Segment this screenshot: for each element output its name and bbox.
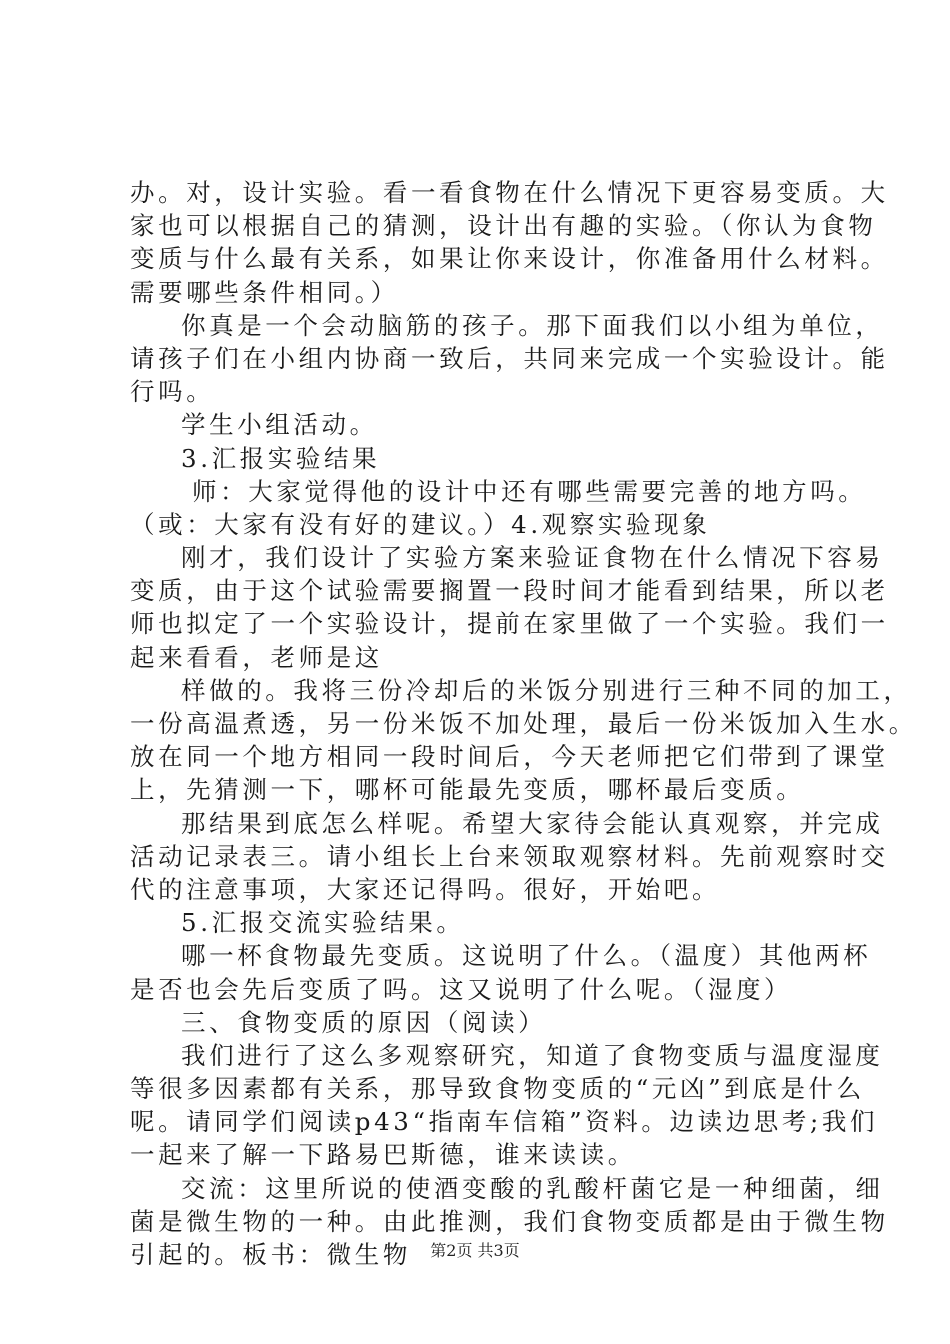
text-line: 样做的。我将三份冷却后的米饭分别进行三种不同的加工， [181,675,912,705]
text-line: （或：大家有没有好的建议。）4.观察实验现象 [130,509,711,539]
text-line: 哪一杯食物最先变质。这说明了什么。（温度）其他两杯 [181,941,872,971]
text-line: 师：大家觉得他的设计中还有哪些需要完善的地方吗。 [192,476,867,506]
section-heading: 三、食物变质的原因（阅读） [181,1007,547,1037]
page-footer [0,1240,950,1262]
text-line: 引起的。板书：微生物 [130,1240,411,1269]
text-line: 行吗。 [130,377,215,407]
text-line: 交流：这里所说的使酒变酸的乳酸杆菌它是一种细菌，细 [181,1173,884,1203]
section-heading: 5.汇报交流实验结果。 [181,908,465,938]
text-line: 需要哪些条件相同。） [130,277,399,307]
section-heading: 3.汇报实验结果 [181,443,381,473]
text-line: 变质，由于这个试验需要搁置一段时间才能看到结果，所以老 [130,576,889,606]
text-line: 师也拟定了一个实验设计，提前在家里做了一个实验。我们一 [130,609,889,639]
text-line: 放在同一个地方相同一段时间后，今天老师把它们带到了课堂 [130,742,889,772]
text-line: 代的注意事项，大家还记得吗。很好，开始吧。 [130,874,721,904]
text-line: 活动记录表三。请小组长上台来领取观察材料。先前观察时交 [130,841,889,871]
text-line: 你真是一个会动脑筋的孩子。那下面我们以小组为单位， [181,310,884,340]
text-line: 请孩子们在小组内协商一致后，共同来完成一个实验设计。能 [130,343,889,373]
text-line: 办。对，设计实验。看一看食物在什么情况下更容易变质。大 [130,178,889,207]
text-line: 我们进行了这么多观察研究，知道了食物变质与温度湿度 [181,1040,884,1070]
text-line: 学生小组活动。 [181,410,378,440]
text-line: 是否也会先后变质了吗。这又说明了什么呢。（湿度） [130,974,793,1004]
text-line: 上，先猜测一下，哪杯可能最先变质，哪杯最后变质。 [130,775,805,805]
text-line: 起来看看，老师是这 [130,642,383,672]
text-line: 那结果到底怎么样呢。希望大家待会能认真观察，并完成 [181,808,884,838]
text-line: 一起来了解一下路易巴斯德，谁来读读。 [130,1140,636,1170]
document-body [130,176,917,1271]
page-number: 第2页 共3页 [430,1241,520,1260]
text-line: 呢。请同学们阅读p43“指南车信箱”资料。边读边思考;我们 [130,1107,879,1137]
text-line: 刚才，我们设计了实验方案来验证食物在什么情况下容易 [181,543,884,573]
text-line: 变质与什么最有关系，如果让你来设计，你准备用什么材料。 [130,244,889,274]
text-line: 等很多因素都有关系，那导致食物变质的“元凶”到底是什么 [130,1074,865,1104]
text-line: 菌是微生物的一种。由此推测，我们食物变质都是由于微生物 [130,1206,889,1236]
text-line: 一份高温煮透，另一份米饭不加处理，最后一份米饭加入生水。 [130,709,917,738]
text-line: 家也可以根据自己的猜测，设计出有趣的实验。（你认为食物 [130,211,877,241]
